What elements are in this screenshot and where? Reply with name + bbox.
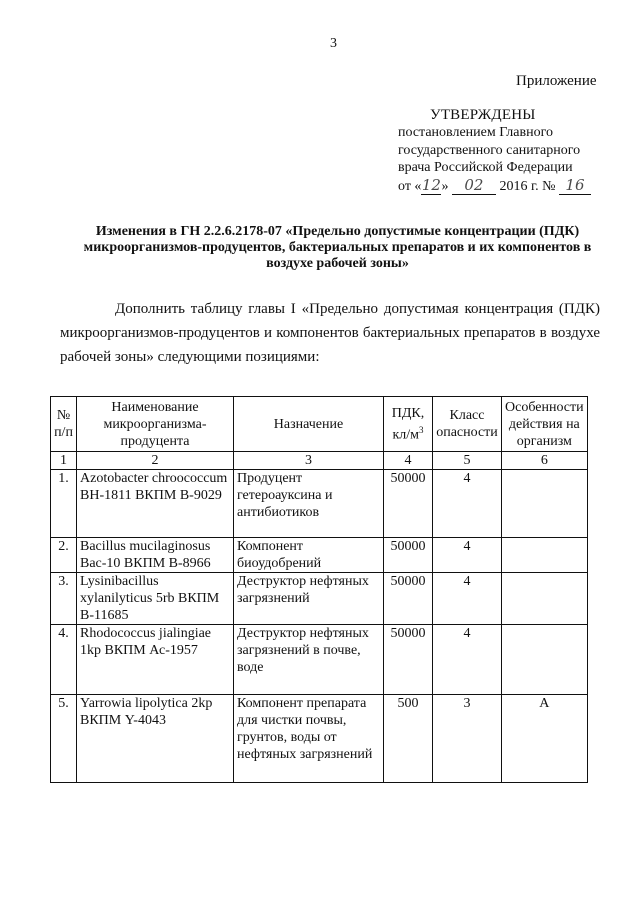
row-features [502, 573, 588, 625]
row-name: Rhodococcus jialingiae 1kp ВКПМ Ас-1957 [77, 625, 234, 695]
row-num: 3. [51, 573, 77, 625]
row-num: 4. [51, 625, 77, 695]
approval-line-1: постановлением Главного [398, 125, 553, 140]
row-purpose: Продуцент гетероауксина и антибиотиков [234, 470, 384, 538]
table-row [51, 538, 588, 573]
date-prefix: от « [398, 179, 422, 194]
row-pdk: 50000 [384, 625, 433, 695]
column-number: 5 [433, 452, 502, 470]
document-title: Изменения в ГН 2.2.6.2178-07 «Предельно допустимые концентрации (ПДК) микроорганизмов-продуцентов, бактериальных препаратов и их компонентов в воздухе рабочей зоны» [83, 224, 592, 271]
row-pdk: 50000 [384, 538, 433, 573]
column-number-row [51, 452, 588, 470]
header-pdk-sup: 3 [419, 424, 424, 435]
row-class: 4 [433, 470, 502, 538]
row-features [502, 625, 588, 695]
row-class: 4 [433, 573, 502, 625]
row-name: Azotobacter chroococcum ВН-1811 ВКПМ В-9029 [77, 470, 234, 538]
header-name: Наименование микроорганизма-продуцента [77, 397, 234, 452]
row-purpose: Компонент препарата для чистки почвы, грунтов, воды от нефтяных загрязнений [234, 695, 384, 783]
row-name: Yarrowia lipolytica 2kp ВКПМ Y-4043 [77, 695, 234, 783]
approval-date-line [398, 177, 591, 195]
row-num: 1. [51, 470, 77, 538]
row-purpose: Деструктор нефтяных загрязнений [234, 573, 384, 625]
header-purpose: Назначение [234, 397, 384, 452]
table-row [51, 573, 588, 625]
column-number: 3 [234, 452, 384, 470]
body-paragraph: Дополнить таблицу главы I «Предельно допустимая концентрация (ПДК) микроорганизмов-продуцентов и компонентов бактериальных препаратов в воздухе рабочей зоны» следующими позициями: [60, 301, 600, 365]
row-pdk: 500 [384, 695, 433, 783]
appendix-label: Приложение [516, 73, 597, 89]
pdk-table [50, 396, 588, 783]
row-name: Bacillus mucilaginosus Вас-10 ВКПМ В-8966 [77, 538, 234, 573]
row-features [502, 538, 588, 573]
row-purpose: Деструктор нефтяных загрязнений в почве, воде [234, 625, 384, 695]
row-pdk: 50000 [384, 470, 433, 538]
table-row [51, 695, 588, 783]
row-num: 2. [51, 538, 77, 573]
approval-line-3: врача Российской Федерации [398, 160, 573, 175]
approval-line-2: государственного санитарного [398, 143, 581, 158]
row-class: 3 [433, 695, 502, 783]
header-class: Класс опасности [433, 397, 502, 452]
row-features: А [502, 695, 588, 783]
page-number: 3 [330, 36, 337, 51]
column-number: 1 [51, 452, 77, 470]
row-class: 4 [433, 625, 502, 695]
handwritten-number: 16 [559, 177, 591, 195]
column-number: 4 [384, 452, 433, 470]
header-features: Особенности действия на организм [502, 397, 588, 452]
row-num: 5. [51, 695, 77, 783]
header-num: № п/п [51, 397, 77, 452]
row-purpose: Компонент биоудобрений [234, 538, 384, 573]
header-pdk [384, 397, 433, 452]
row-class: 4 [433, 538, 502, 573]
table-row [51, 625, 588, 695]
row-features [502, 470, 588, 538]
handwritten-day: 12 [421, 176, 441, 194]
approved-heading: УТВЕРЖДЕНЫ [430, 107, 536, 123]
column-number: 6 [502, 452, 588, 470]
row-pdk: 50000 [384, 573, 433, 625]
handwritten-month: 02 [452, 177, 496, 195]
column-number: 2 [77, 452, 234, 470]
date-quote-close: » [441, 179, 449, 194]
table-row [51, 470, 588, 538]
year-text: 2016 г. № [499, 179, 556, 194]
table-header-row [51, 397, 588, 452]
header-pdk-text: ПДК, кл/м [391, 405, 425, 443]
row-name: Lysinibacillus xylanilyticus 5rb ВКПМ В-11685 [77, 573, 234, 625]
